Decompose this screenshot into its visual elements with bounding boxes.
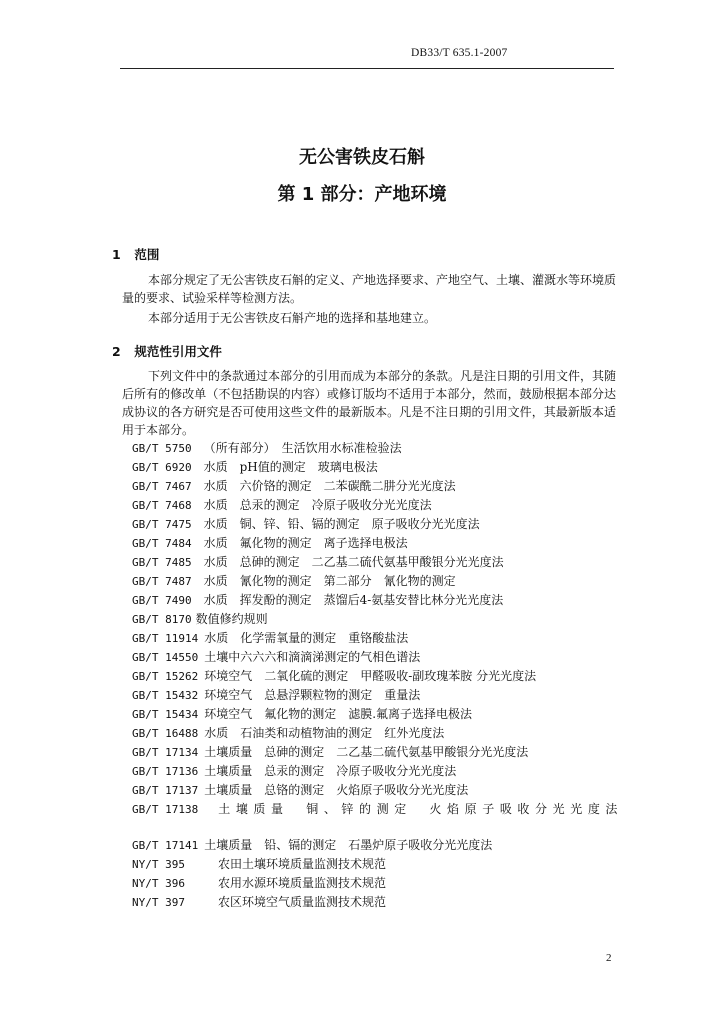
reference-code: NY/T 397 (132, 896, 185, 909)
reference-code: NY/T 395 (132, 858, 185, 871)
reference-title: 环境空气 二氧化硫的测定 甲醛吸收-副玫瑰苯胺 分光光度法 (204, 669, 537, 683)
reference-item (132, 610, 622, 629)
reference-item (132, 874, 622, 893)
reference-code: GB/T 17141 (132, 839, 199, 852)
reference-code: GB/T 15262 (132, 670, 199, 683)
reference-title: 农田土壤环境质量监测技术规范 (218, 857, 387, 871)
reference-title: 水质 pH值的测定 玻璃电极法 (203, 460, 378, 474)
reference-item (132, 893, 622, 912)
section-2-title: 规范性引用文件 (134, 344, 222, 359)
reference-code: GB/T 11914 (132, 632, 199, 645)
reference-item (132, 553, 622, 572)
reference-code: GB/T 7484 (132, 537, 192, 550)
reference-item (132, 572, 622, 591)
section-2-heading (112, 342, 222, 360)
section-2-intro: 下列文件中的条款通过本部分的引用而成为本部分的条款。凡是注日期的引用文件，其随后所有的修改单（不包括勘误的内容）或修订版均不适用于本部分，然而，鼓励根据本部分达成协议的各方研究是否可使用这些文件的最新版本。凡是不注日期的引用文件，其最新版本适用于本部分。 (122, 369, 617, 437)
reference-item (132, 534, 622, 553)
reference-list (132, 439, 622, 912)
reference-item (132, 439, 622, 458)
reference-code: GB/T 17134 (132, 746, 199, 759)
reference-title: 水质 挥发酚的测定 蒸馏后4-氨基安替比林分光光度法 (203, 593, 504, 607)
reference-item (132, 686, 622, 705)
reference-code: GB/T 6920 (132, 461, 192, 474)
standard-code-header: DB33/T 635.1-2007 (411, 47, 508, 59)
reference-title: 水质 总砷的测定 二乙基二硫代氨基甲酸银分光光度法 (203, 555, 504, 569)
reference-item (132, 781, 622, 800)
reference-code: GB/T 8170 (132, 613, 192, 626)
reference-code: GB/T 7475 (132, 518, 192, 531)
reference-item (132, 667, 622, 686)
reference-title: 土壤质量 总砷的测定 二乙基二硫代氨基甲酸银分光光度法 (204, 745, 529, 759)
reference-title: 土壤质量 铅、镉的测定 石墨炉原子吸收分光光度法 (204, 838, 493, 852)
reference-item (132, 648, 622, 667)
reference-title: 水质 化学需氧量的测定 重铬酸盐法 (204, 631, 409, 645)
reference-title: 水质 氰化物的测定 第二部分 氰化物的测定 (203, 574, 456, 588)
reference-code: GB/T 7468 (132, 499, 192, 512)
reference-title: 土壤质量 总铬的测定 火焰原子吸收分光光度法 (204, 783, 469, 797)
reference-title: 土壤质量 铜、锌的测定 火焰原子吸收分光光度法 (218, 802, 624, 816)
reference-code: GB/T 14550 (132, 651, 199, 664)
reference-item (132, 515, 622, 534)
reference-title: 土壤质量 总汞的测定 冷原子吸收分光光度法 (204, 764, 457, 778)
reference-item (132, 836, 622, 855)
reference-title: 水质 石油类和动植物油的测定 红外光度法 (204, 726, 445, 740)
reference-code: GB/T 5750 (132, 442, 192, 455)
reference-item (132, 800, 622, 836)
reference-item (132, 496, 622, 515)
reference-code: GB/T 16488 (132, 727, 199, 740)
reference-item (132, 629, 622, 648)
reference-code: GB/T 7487 (132, 575, 192, 588)
reference-title: （所有部分） 生活饮用水标准检验法 (203, 441, 402, 455)
document-subtitle: 第 1 部分：产地环境 (277, 184, 447, 205)
reference-item (132, 591, 622, 610)
reference-item (132, 855, 622, 874)
reference-code: GB/T 7485 (132, 556, 192, 569)
section-1-paragraph-1: 本部分规定了无公害铁皮石斛的定义、产地选择要求、产地空气、土壤、灌溉水等环境质量的要求、试验采样等检测方法。 (122, 273, 617, 305)
reference-code: GB/T 15434 (132, 708, 199, 721)
page-number: 2 (606, 952, 612, 964)
section-2-number: 2 (112, 344, 121, 359)
header-rule (120, 68, 614, 69)
reference-code: GB/T 17137 (132, 784, 199, 797)
section-1-paragraph-2: 本部分适用于无公害铁皮石斛产地的选择和基地建立。 (148, 311, 437, 325)
reference-item (132, 458, 622, 477)
reference-item (132, 705, 622, 724)
reference-title: 农用水源环境质量监测技术规范 (218, 876, 387, 890)
reference-title: 环境空气 氟化物的测定 滤膜.氟离子选择电极法 (204, 707, 473, 721)
reference-code: GB/T 17138 (132, 803, 199, 816)
reference-title: 环境空气 总悬浮颗粒物的测定 重量法 (204, 688, 421, 702)
document-title: 无公害铁皮石斛 (299, 147, 425, 168)
reference-code: GB/T 15432 (132, 689, 199, 702)
reference-title: 农区环境空气质量监测技术规范 (218, 895, 387, 909)
reference-item (132, 477, 622, 496)
reference-item (132, 743, 622, 762)
reference-item (132, 724, 622, 743)
reference-code: GB/T 17136 (132, 765, 199, 778)
reference-title: 土壤中六六六和滴滴涕测定的气相色谱法 (204, 650, 421, 664)
reference-title: 数值修约规则 (195, 612, 268, 626)
section-1-heading (112, 245, 159, 263)
reference-title: 水质 铜、锌、铅、镉的测定 原子吸收分光光度法 (203, 517, 480, 531)
reference-title: 水质 氟化物的测定 离子选择电极法 (203, 536, 408, 550)
reference-title: 水质 六价铬的测定 二苯碳酰二肼分光光度法 (203, 479, 456, 493)
reference-code: GB/T 7467 (132, 480, 192, 493)
section-1-number: 1 (112, 247, 121, 262)
section-1-title: 范围 (134, 247, 160, 262)
reference-item (132, 762, 622, 781)
reference-title: 水质 总汞的测定 冷原子吸收分光光度法 (203, 498, 432, 512)
reference-code: NY/T 396 (132, 877, 185, 890)
reference-code: GB/T 7490 (132, 594, 192, 607)
